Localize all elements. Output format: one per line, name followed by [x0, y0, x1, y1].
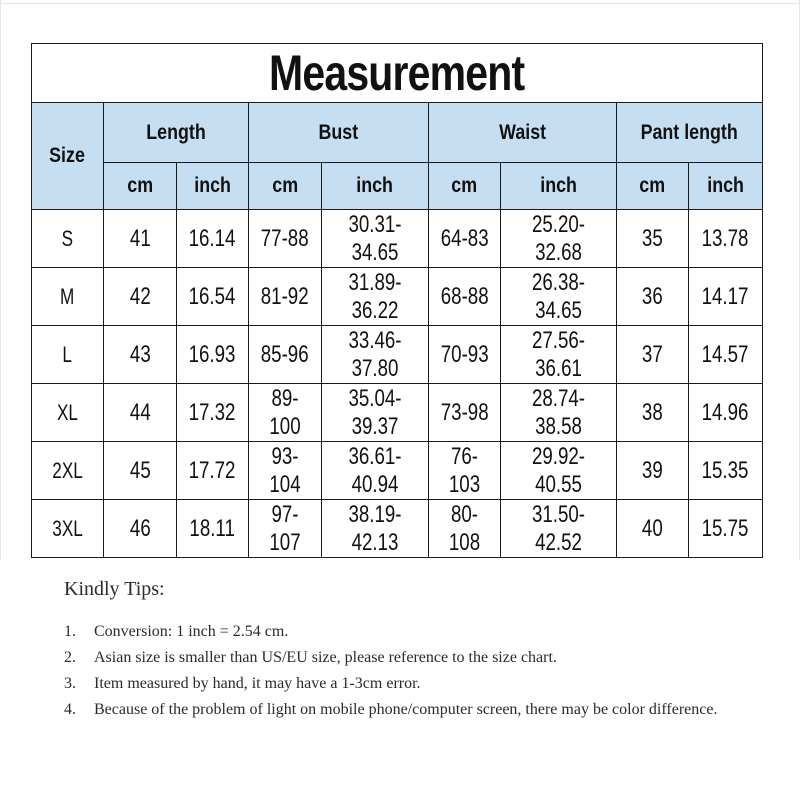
tip-number: 2.	[64, 649, 76, 666]
table-cell: 64-83	[429, 210, 501, 268]
table-cell: 70-93	[429, 326, 501, 384]
tips-title: Kindly Tips:	[64, 578, 165, 600]
size-cell: XL	[32, 384, 104, 442]
tip-text: Asian size is smaller than US/EU size, please reference to the size chart.	[94, 649, 557, 666]
table-cell: 30.31-34.65	[322, 210, 429, 268]
table-cell: 80-108	[429, 500, 501, 558]
table-row	[32, 210, 763, 268]
tip-number: 4.	[64, 701, 76, 718]
table-cell: 15.35	[689, 442, 763, 500]
unit-header: inch	[501, 163, 617, 210]
table-cell: 16.54	[177, 268, 249, 326]
left-divider	[0, 0, 1, 560]
header-pant-length: Pant length	[617, 103, 763, 163]
header-size: Size	[32, 103, 104, 210]
unit-header: cm	[429, 163, 501, 210]
table-row	[32, 384, 763, 442]
table-cell: 17.72	[177, 442, 249, 500]
table-cell: 46	[104, 500, 177, 558]
kindly-tips	[64, 578, 764, 723]
table-cell: 77-88	[249, 210, 322, 268]
table-cell: 18.11	[177, 500, 249, 558]
table-cell: 31.89-36.22	[322, 268, 429, 326]
table-cell: 16.93	[177, 326, 249, 384]
top-divider	[0, 3, 800, 4]
table-cell: 39	[617, 442, 689, 500]
tip-text: Conversion: 1 inch = 2.54 cm.	[94, 623, 289, 640]
table-cell: 13.78	[689, 210, 763, 268]
table-cell: 89-100	[249, 384, 322, 442]
size-cell: 2XL	[32, 442, 104, 500]
tip-number: 1.	[64, 623, 76, 640]
table-row	[32, 500, 763, 558]
unit-header: inch	[177, 163, 249, 210]
tip-number: 3.	[64, 675, 76, 692]
unit-header: inch	[322, 163, 429, 210]
table-cell: 28.74-38.58	[501, 384, 617, 442]
table-cell: 33.46-37.80	[322, 326, 429, 384]
table-cell: 40	[617, 500, 689, 558]
size-chart-table	[31, 43, 763, 558]
table-cell: 29.92-40.55	[501, 442, 617, 500]
table-cell: 37	[617, 326, 689, 384]
table-cell: 25.20-32.68	[501, 210, 617, 268]
table-cell: 17.32	[177, 384, 249, 442]
table-cell: 43	[104, 326, 177, 384]
table-cell: 68-88	[429, 268, 501, 326]
table-cell: 15.75	[689, 500, 763, 558]
tip-item	[64, 697, 764, 723]
tip-text: Item measured by hand, it may have a 1-3cm error.	[94, 675, 421, 692]
header-waist: Waist	[429, 103, 617, 163]
header-bust: Bust	[249, 103, 429, 163]
table-row	[32, 326, 763, 384]
header-length: Length	[104, 103, 249, 163]
table-cell: 42	[104, 268, 177, 326]
table-cell: 27.56-36.61	[501, 326, 617, 384]
tip-text: Because of the problem of light on mobile phone/computer screen, there may be color difference.	[94, 701, 718, 718]
unit-header: cm	[617, 163, 689, 210]
table-cell: 44	[104, 384, 177, 442]
unit-header: cm	[249, 163, 322, 210]
table-cell: 41	[104, 210, 177, 268]
table-cell: 31.50-42.52	[501, 500, 617, 558]
table-cell: 85-96	[249, 326, 322, 384]
table-cell: 36.61-40.94	[322, 442, 429, 500]
table-cell: 38	[617, 384, 689, 442]
tips-list	[64, 619, 764, 723]
table-cell: 97-107	[249, 500, 322, 558]
table-cell: 16.14	[177, 210, 249, 268]
unit-header: cm	[104, 163, 177, 210]
table-cell: 14.96	[689, 384, 763, 442]
tip-item	[64, 671, 764, 697]
unit-header: inch	[689, 163, 763, 210]
table-cell: 36	[617, 268, 689, 326]
table-cell: 38.19-42.13	[322, 500, 429, 558]
table-cell: 76-103	[429, 442, 501, 500]
size-cell: M	[32, 268, 104, 326]
table-cell: 93-104	[249, 442, 322, 500]
tip-item	[64, 619, 764, 645]
table-cell: 81-92	[249, 268, 322, 326]
table-cell: 14.17	[689, 268, 763, 326]
table-cell: 26.38-34.65	[501, 268, 617, 326]
tip-item	[64, 645, 764, 671]
table-row	[32, 268, 763, 326]
table-cell: 35.04-39.37	[322, 384, 429, 442]
table-cell: 14.57	[689, 326, 763, 384]
size-cell: L	[32, 326, 104, 384]
table-cell: 45	[104, 442, 177, 500]
size-cell: S	[32, 210, 104, 268]
table-row	[32, 442, 763, 500]
size-cell: 3XL	[32, 500, 104, 558]
table-title: Measurement	[32, 44, 763, 103]
table-cell: 73-98	[429, 384, 501, 442]
table-cell: 35	[617, 210, 689, 268]
